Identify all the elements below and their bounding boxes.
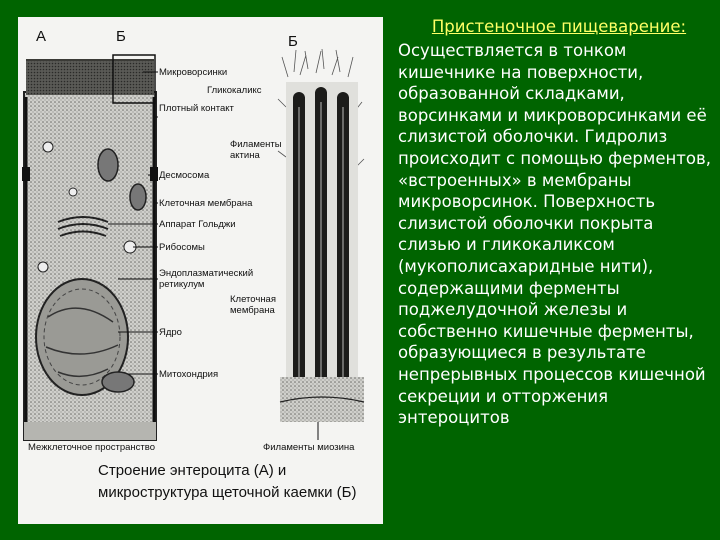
label-tight-junction: Плотный контакт [159, 103, 234, 114]
label-golgi: Аппарат Гольджи [159, 219, 236, 230]
label-microvilli: Микроворсинки [159, 67, 228, 78]
figure-caption: Строение энтероцита (А) и микроструктура щеточной каемки (Б) [98, 462, 357, 501]
panel-b-inset-label: Б [116, 28, 126, 45]
slide-body: Осуществляется в тонком кишечнике на поверхности, образованной складками, ворсинками и микроворсинками её слизистой оболочки. Гидролиз происходит с помощью ферментов, «встроенных» в мембраны микроворсинок. Поверхность слизистой оболочки покрыта слизью и гликокаликсом (мукополисахаридные нити), содержащими ферменты поджелудочной железы и собственно кишечные ферменты, образующиеся в результате непрерывных процессов кишечной секреции и отторжения энтероцитов [398, 41, 711, 428]
slide-title: Пристеночное пищеварение: [431, 17, 687, 36]
label-actin-filaments: Филаменты актина [230, 139, 282, 161]
label-intercellular-space: Межклеточное пространство [28, 442, 155, 453]
panel-b-label: Б [288, 33, 298, 50]
label-myosin-filaments: Филаменты миозина [263, 442, 355, 453]
label-ribosomes: Рибосомы [159, 242, 205, 253]
label-glycocalyx: Гликокаликс [207, 85, 262, 96]
label-desmosome: Десмосома [159, 170, 210, 181]
label-cell-membrane-2: Клеточная мембрана [230, 294, 276, 316]
brush-border-structure [278, 49, 364, 440]
panel-a-label: А [36, 28, 47, 45]
label-nucleus: Ядро [159, 327, 182, 338]
enterocyte-figure [18, 17, 383, 524]
label-mitochondria: Митохондрия [159, 369, 219, 380]
text-panel [398, 17, 716, 429]
label-cell-membrane: Клеточная мембрана [159, 198, 253, 209]
label-er: Эндоплазматический ретикулум [159, 268, 254, 290]
microvilli-border [26, 59, 154, 95]
